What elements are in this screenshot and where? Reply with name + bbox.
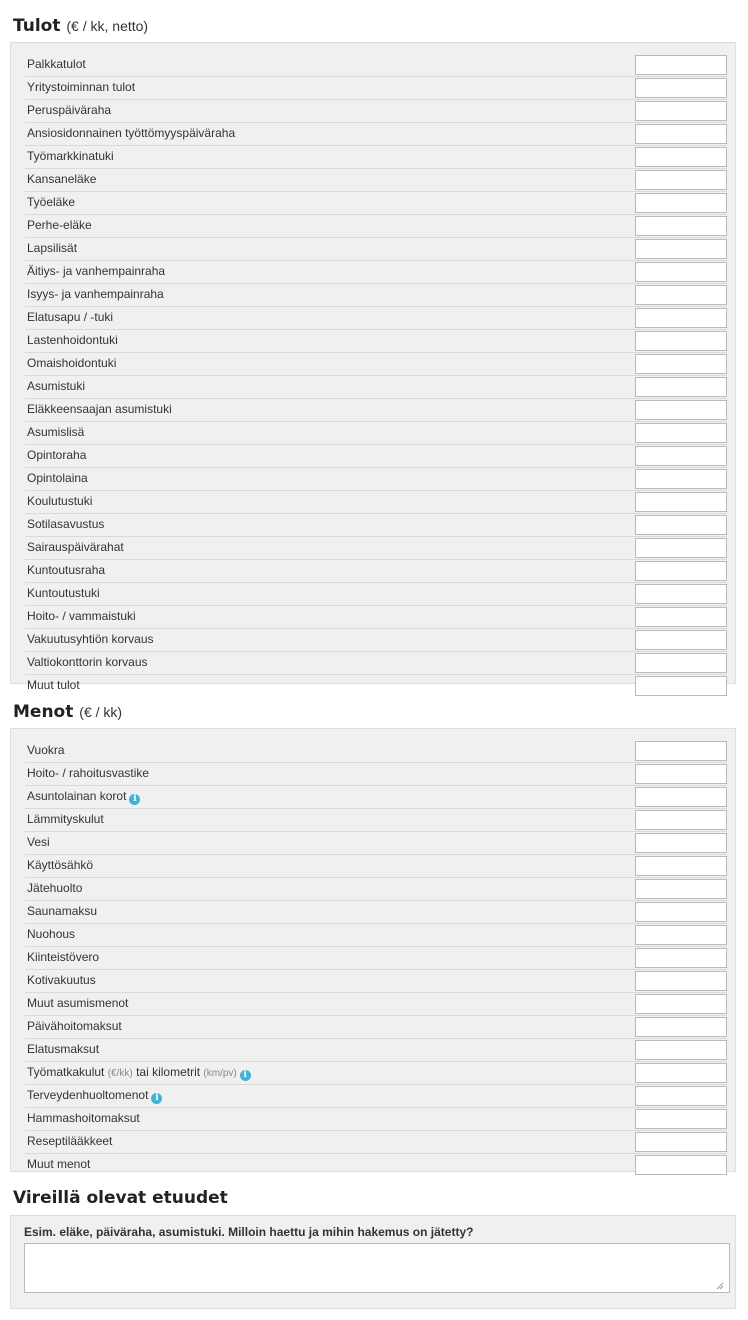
income-label-isyys-ja-vanhempainraha xyxy=(27,287,164,302)
expenses-row-nuohous xyxy=(25,924,727,947)
income-input-palkkatulot[interactable] xyxy=(635,55,727,75)
income-input-lastenhoidontuki[interactable] xyxy=(635,331,727,351)
income-row-sairauspaivarahat xyxy=(25,537,727,560)
income-label-sotilasavustus xyxy=(27,517,104,532)
expenses-row-tyomatkakulut xyxy=(25,1062,727,1085)
income-row-muut-tulot xyxy=(25,675,727,697)
income-input-vakuutusyhtion-korvaus[interactable] xyxy=(635,630,727,650)
info-icon[interactable]: i xyxy=(151,1093,162,1104)
expenses-label-vuokra xyxy=(27,743,65,758)
income-row-yritystoiminnan-tulot xyxy=(25,77,727,100)
expenses-input-vesi[interactable] xyxy=(635,833,727,853)
expenses-label-lammityskulut xyxy=(27,812,104,827)
label-text: Asumislisä xyxy=(27,425,85,439)
income-input-kuntoutusraha[interactable] xyxy=(635,561,727,581)
expenses-label-kiinteistovero xyxy=(27,950,99,965)
expenses-row-jatehuolto xyxy=(25,878,727,901)
label-text: Vakuutusyhtiön korvaus xyxy=(27,632,154,646)
label-text: Muut menot xyxy=(27,1157,91,1171)
income-label-ansiosidonnainen-tyottomyyspaivaraha xyxy=(27,126,235,141)
income-label-opintolaina xyxy=(27,471,88,486)
income-row-isyys-ja-vanhempainraha xyxy=(25,284,727,307)
expenses-label-kayttosahko xyxy=(27,858,93,873)
expenses-row-hammashoitomaksut xyxy=(25,1108,727,1131)
expenses-row-kiinteistovero xyxy=(25,947,727,970)
expenses-label-kotivakuutus xyxy=(27,973,96,988)
info-icon[interactable]: i xyxy=(240,1070,251,1081)
label-text: Hammashoitomaksut xyxy=(27,1111,140,1125)
income-label-koulutustuki xyxy=(27,494,92,509)
income-rows xyxy=(25,54,727,697)
expenses-input-reseptilaakkeet[interactable] xyxy=(635,1132,727,1152)
label-text: Terveydenhuoltomenot xyxy=(27,1088,149,1102)
expenses-panel xyxy=(10,728,736,1172)
label-text: Muut asumismenot xyxy=(27,996,129,1010)
label-unit-note-secondary: (km/pv) xyxy=(203,1068,237,1079)
income-input-muut-tulot[interactable] xyxy=(635,676,727,696)
expenses-label-muut-menot xyxy=(27,1157,90,1172)
expenses-input-saunamaksu[interactable] xyxy=(635,902,727,922)
income-row-koulutustuki xyxy=(25,491,727,514)
income-label-valtiokonttorin-korvaus xyxy=(27,655,148,670)
income-input-omaishoidontuki[interactable] xyxy=(635,354,727,374)
expenses-row-lammityskulut xyxy=(25,809,727,832)
expenses-label-jatehuolto xyxy=(27,881,82,896)
income-label-elakkeensaajan-asumistuki xyxy=(27,402,172,417)
expenses-input-terveydenhuoltomenot[interactable] xyxy=(635,1086,727,1106)
income-row-asumislisa xyxy=(25,422,727,445)
income-row-elakkeensaajan-asumistuki xyxy=(25,399,727,422)
income-label-asumistuki xyxy=(27,379,85,394)
income-row-opintoraha xyxy=(25,445,727,468)
income-label-elatusapu-tuki xyxy=(27,310,113,325)
expenses-row-reseptilaakkeet xyxy=(25,1131,727,1154)
label-text: Lastenhoidontuki xyxy=(27,333,118,347)
expenses-input-muut-asumismenot[interactable] xyxy=(635,994,727,1014)
income-title: Tulot xyxy=(13,16,61,36)
expenses-label-asuntolainan-korot xyxy=(27,789,140,805)
expenses-row-kayttosahko xyxy=(25,855,727,878)
expenses-input-jatehuolto[interactable] xyxy=(635,879,727,899)
income-input-valtiokonttorin-korvaus[interactable] xyxy=(635,653,727,673)
income-label-tyomarkkinatuki xyxy=(27,149,114,164)
label-text: Opintoraha xyxy=(27,448,87,462)
income-row-palkkatulot xyxy=(25,54,727,77)
income-label-omaishoidontuki xyxy=(27,356,116,371)
income-row-valtiokonttorin-korvaus xyxy=(25,652,727,675)
income-label-lastenhoidontuki xyxy=(27,333,118,348)
income-label-peruspaivaraha xyxy=(27,103,111,118)
expenses-input-tyomatkakulut[interactable] xyxy=(635,1063,727,1083)
label-text: Asuntolainan korot xyxy=(27,789,127,803)
income-row-perhe-elake xyxy=(25,215,727,238)
label-text-secondary: tai kilometrit xyxy=(136,1065,201,1079)
income-row-sotilasavustus xyxy=(25,514,727,537)
income-row-kansanelake xyxy=(25,169,727,192)
income-row-lastenhoidontuki xyxy=(25,330,727,353)
income-row-hoito-vammaistuki xyxy=(25,606,727,629)
income-row-vakuutusyhtion-korvaus xyxy=(25,629,727,652)
label-text: Käyttösähkö xyxy=(27,858,94,872)
pending-panel xyxy=(10,1215,736,1309)
label-text: Kiinteistövero xyxy=(27,950,100,964)
income-label-hoito-vammaistuki xyxy=(27,609,136,624)
income-row-tyomarkkinatuki xyxy=(25,146,727,169)
expenses-row-asuntolainan-korot xyxy=(25,786,727,809)
label-text: Omaishoidontuki xyxy=(27,356,117,370)
label-text: Palkkatulot xyxy=(27,57,86,71)
label-unit-note: (€/kk) xyxy=(107,1068,133,1079)
expenses-label-elatusmaksut xyxy=(27,1042,99,1057)
income-label-kansanelake xyxy=(27,172,96,187)
label-text: Jätehuolto xyxy=(27,881,83,895)
income-label-asumislisa xyxy=(27,425,84,440)
expenses-title: Menot xyxy=(13,702,74,722)
income-row-ansiosidonnainen-tyottomyyspaivaraha xyxy=(25,123,727,146)
income-label-kuntoutusraha xyxy=(27,563,105,578)
income-row-omaishoidontuki xyxy=(25,353,727,376)
label-text: Koulutustuki xyxy=(27,494,93,508)
label-text: Päivähoitomaksut xyxy=(27,1019,122,1033)
income-label-opintoraha xyxy=(27,448,86,463)
income-row-elatusapu-tuki xyxy=(25,307,727,330)
pending-benefits-textarea[interactable] xyxy=(24,1243,730,1293)
label-text: Valtiokonttorin korvaus xyxy=(27,655,148,669)
label-text: Isyys- ja vanhempainraha xyxy=(27,287,164,301)
income-input-tyomarkkinatuki[interactable] xyxy=(635,147,727,167)
expenses-label-paivahoitomaksut xyxy=(27,1019,122,1034)
expenses-rows xyxy=(25,740,727,1176)
expenses-input-nuohous[interactable] xyxy=(635,925,727,945)
pending-heading xyxy=(13,1188,228,1208)
expenses-row-muut-asumismenot xyxy=(25,993,727,1016)
expenses-input-hoito-rahoitusvastike[interactable] xyxy=(635,764,727,784)
income-label-aitiys-ja-vanhempainraha xyxy=(27,264,165,279)
income-unit: (€ / kk, netto) xyxy=(66,18,149,34)
income-input-isyys-ja-vanhempainraha[interactable] xyxy=(635,285,727,305)
expenses-row-paivahoitomaksut xyxy=(25,1016,727,1039)
income-input-opintolaina[interactable] xyxy=(635,469,727,489)
label-text: Äitiys- ja vanhempainraha xyxy=(27,264,166,278)
income-input-koulutustuki[interactable] xyxy=(635,492,727,512)
expenses-input-kayttosahko[interactable] xyxy=(635,856,727,876)
label-text: Peruspäiväraha xyxy=(27,103,112,117)
expenses-row-vesi xyxy=(25,832,727,855)
expenses-input-lammityskulut[interactable] xyxy=(635,810,727,830)
expenses-row-vuokra xyxy=(25,740,727,763)
label-text: Elatusapu / -tuki xyxy=(27,310,114,324)
label-text: Ansiosidonnainen työttömyyspäiväraha xyxy=(27,126,236,140)
expenses-label-nuohous xyxy=(27,927,75,942)
expenses-input-muut-menot[interactable] xyxy=(635,1155,727,1175)
label-text: Saunamaksu xyxy=(27,904,98,918)
income-input-ansiosidonnainen-tyottomyyspaivaraha[interactable] xyxy=(635,124,727,144)
income-input-hoito-vammaistuki[interactable] xyxy=(635,607,727,627)
income-heading xyxy=(13,16,148,36)
expenses-input-vuokra[interactable] xyxy=(635,741,727,761)
income-row-tyoelake xyxy=(25,192,727,215)
expenses-row-hoito-rahoitusvastike xyxy=(25,763,727,786)
expenses-row-muut-menot xyxy=(25,1154,727,1176)
expenses-label-terveydenhuoltomenot xyxy=(27,1088,162,1104)
label-text: Nuohous xyxy=(27,927,76,941)
income-input-asumistuki[interactable] xyxy=(635,377,727,397)
income-row-lapsilisat xyxy=(25,238,727,261)
expenses-row-terveydenhuoltomenot xyxy=(25,1085,727,1108)
income-input-kansanelake[interactable] xyxy=(635,170,727,190)
expenses-input-kotivakuutus[interactable] xyxy=(635,971,727,991)
label-text: Työmatkakulut xyxy=(27,1065,105,1079)
label-text: Lämmityskulut xyxy=(27,812,104,826)
income-panel xyxy=(10,42,736,692)
income-input-sotilasavustus[interactable] xyxy=(635,515,727,535)
income-input-tyoelake[interactable] xyxy=(635,193,727,213)
income-input-asumislisa[interactable] xyxy=(635,423,727,443)
label-text: Lapsilisät xyxy=(27,241,78,255)
label-text: Sotilasavustus xyxy=(27,517,105,531)
expenses-input-elatusmaksut[interactable] xyxy=(635,1040,727,1060)
income-label-perhe-elake xyxy=(27,218,92,233)
label-text: Eläkkeensaajan asumistuki xyxy=(27,402,172,416)
info-icon[interactable]: i xyxy=(129,794,140,805)
expenses-input-kiinteistovero[interactable] xyxy=(635,948,727,968)
income-input-sairauspaivarahat[interactable] xyxy=(635,538,727,558)
income-label-sairauspaivarahat xyxy=(27,540,124,555)
expenses-label-hammashoitomaksut xyxy=(27,1111,140,1126)
income-label-tyoelake xyxy=(27,195,75,210)
pending-title: Vireillä olevat etuudet xyxy=(13,1188,228,1208)
expenses-unit: (€ / kk) xyxy=(79,704,123,720)
income-row-aitiys-ja-vanhempainraha xyxy=(25,261,727,284)
expenses-label-vesi xyxy=(27,835,50,850)
income-input-opintoraha[interactable] xyxy=(635,446,727,466)
label-text: Reseptilääkkeet xyxy=(27,1134,113,1148)
label-text: Muut tulot xyxy=(27,678,80,692)
label-text: Hoito- / vammaistuki xyxy=(27,609,136,623)
income-input-perhe-elake[interactable] xyxy=(635,216,727,236)
income-input-elatusapu-tuki[interactable] xyxy=(635,308,727,328)
expenses-row-elatusmaksut xyxy=(25,1039,727,1062)
label-text: Vesi xyxy=(27,835,50,849)
pending-question-label: Esim. eläke, päiväraha, asumistuki. Milloin haettu ja mihin hakemus on jätetty? xyxy=(24,1225,474,1239)
label-text: Elatusmaksut xyxy=(27,1042,100,1056)
label-text: Opintolaina xyxy=(27,471,88,485)
expenses-row-kotivakuutus xyxy=(25,970,727,993)
income-label-vakuutusyhtion-korvaus xyxy=(27,632,154,647)
income-input-yritystoiminnan-tulot[interactable] xyxy=(635,78,727,98)
expenses-input-paivahoitomaksut[interactable] xyxy=(635,1017,727,1037)
expenses-heading xyxy=(13,702,122,722)
income-row-peruspaivaraha xyxy=(25,100,727,123)
label-text: Sairauspäivärahat xyxy=(27,540,124,554)
label-text: Työmarkkinatuki xyxy=(27,149,114,163)
expenses-label-hoito-rahoitusvastike xyxy=(27,766,149,781)
expenses-label-saunamaksu xyxy=(27,904,97,919)
income-input-lapsilisat[interactable] xyxy=(635,239,727,259)
income-input-peruspaivaraha[interactable] xyxy=(635,101,727,121)
label-text: Kotivakuutus xyxy=(27,973,96,987)
income-row-kuntoutustuki xyxy=(25,583,727,606)
income-label-kuntoutustuki xyxy=(27,586,100,601)
income-row-asumistuki xyxy=(25,376,727,399)
income-input-elakkeensaajan-asumistuki[interactable] xyxy=(635,400,727,420)
label-text: Vuokra xyxy=(27,743,65,757)
income-label-palkkatulot xyxy=(27,57,86,72)
label-text: Hoito- / rahoitusvastike xyxy=(27,766,150,780)
income-input-kuntoutustuki[interactable] xyxy=(635,584,727,604)
income-label-muut-tulot xyxy=(27,678,80,693)
expenses-input-hammashoitomaksut[interactable] xyxy=(635,1109,727,1129)
expenses-label-tyomatkakulut xyxy=(27,1065,251,1081)
expenses-label-muut-asumismenot xyxy=(27,996,128,1011)
income-row-opintolaina xyxy=(25,468,727,491)
label-text: Perhe-eläke xyxy=(27,218,92,232)
expenses-input-asuntolainan-korot[interactable] xyxy=(635,787,727,807)
income-label-lapsilisat xyxy=(27,241,77,256)
income-label-yritystoiminnan-tulot xyxy=(27,80,135,95)
label-text: Kansaneläke xyxy=(27,172,97,186)
label-text: Asumistuki xyxy=(27,379,86,393)
expenses-label-reseptilaakkeet xyxy=(27,1134,112,1149)
label-text: Yritystoiminnan tulot xyxy=(27,80,136,94)
label-text: Kuntoutusraha xyxy=(27,563,106,577)
label-text: Työeläke xyxy=(27,195,76,209)
income-row-kuntoutusraha xyxy=(25,560,727,583)
income-input-aitiys-ja-vanhempainraha[interactable] xyxy=(635,262,727,282)
label-text: Kuntoutustuki xyxy=(27,586,100,600)
expenses-row-saunamaksu xyxy=(25,901,727,924)
